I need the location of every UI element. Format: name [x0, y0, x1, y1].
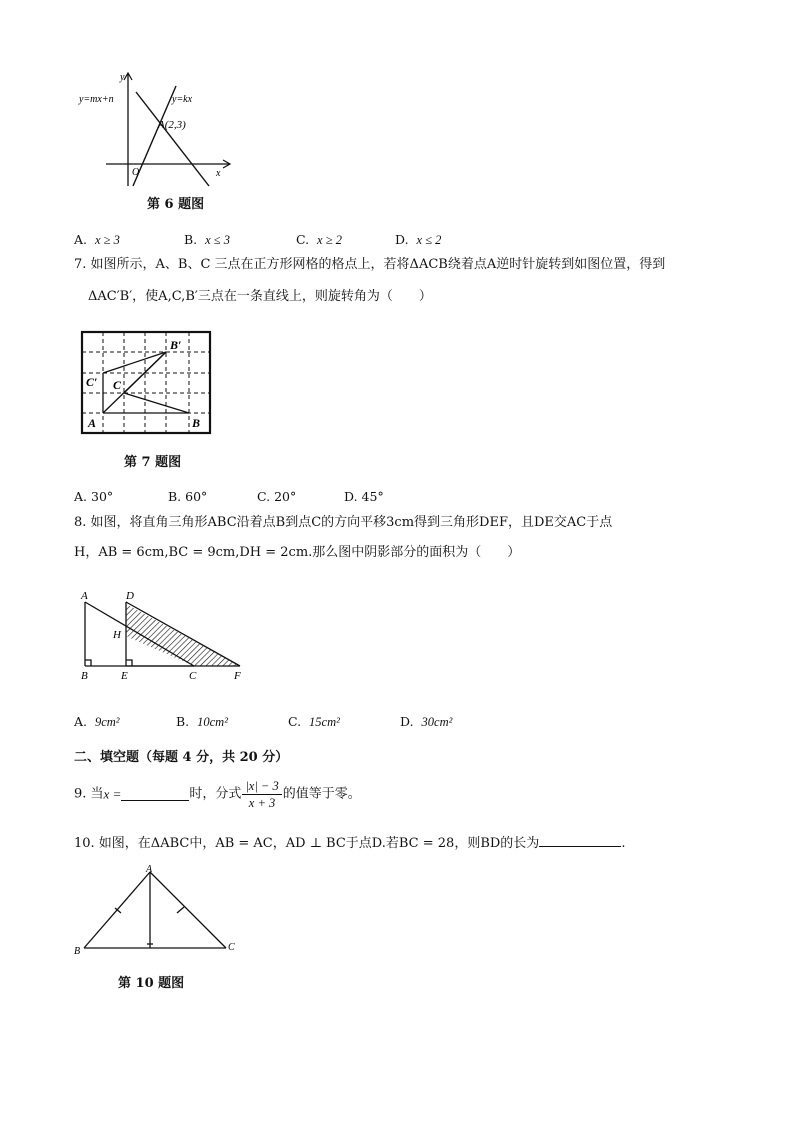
q7-label-c: C	[113, 378, 122, 392]
q10-stem: 10. 如图，在ΔABC中，AB = AC，AD ⊥ BC于点D.若BC = 28，则BD的长为 .	[74, 836, 626, 851]
q9-stem: 9. 当x = 时，分式 $\frac{|x| - 3}{x + 3}$ 的值等于零。	[74, 779, 361, 810]
q8-label-h: H	[113, 629, 121, 641]
q10-label-b: B	[74, 946, 81, 957]
q7-label-c-prime: C′	[86, 375, 98, 389]
q8-option-c[interactable]: C. 15cm²	[288, 714, 340, 729]
q6-caption: 第 6 题图	[147, 197, 205, 212]
q8-label-a: A	[81, 590, 88, 602]
q10-caption: 第 10 题图	[118, 976, 185, 991]
q6-graph	[76, 68, 236, 190]
line-mx-n	[136, 92, 209, 186]
q7-grid-figure	[80, 330, 214, 436]
label-kx: y=kx	[172, 94, 193, 105]
q9-answer-blank[interactable]	[121, 788, 189, 801]
q7-option-d[interactable]: D. 45°	[344, 489, 384, 504]
q9-fraction: $\frac{|x| - 3}{x + 3}$	[242, 778, 281, 811]
label-mx-n: y=mx+n	[79, 94, 114, 105]
q7-stem-line1: 7. 如图所示，A、B、C 三点在正方形网格的格点上，若将ΔACB绕着点A逆时针旋转到如图位置，得到	[74, 257, 666, 272]
q10-label-a: A	[146, 864, 153, 875]
q6-option-c[interactable]: C. x ≥ 2	[296, 232, 342, 247]
q8-label-f: F	[234, 670, 241, 682]
label-x: x	[216, 168, 221, 179]
q8-label-e: E	[121, 670, 128, 682]
q10-answer-blank[interactable]	[539, 834, 621, 847]
q10-triangle-figure	[72, 864, 244, 960]
q8-label-b: B	[81, 670, 88, 682]
q8-option-a[interactable]: A. 9cm²	[74, 714, 120, 729]
q6-option-a[interactable]: A. x ≥ 3	[74, 232, 120, 247]
q7-label-b: B	[192, 416, 201, 430]
q7-option-c[interactable]: C. 20°	[257, 489, 297, 504]
q7-option-a[interactable]: A. 30°	[74, 489, 114, 504]
q8-label-d: D	[126, 590, 134, 602]
q7-caption: 第 7 题图	[124, 455, 182, 470]
q8-label-c: C	[189, 670, 197, 682]
q7-stem-line2: ΔAC′B′，使A,C,B′三点在一条直线上，则旋转角为（ ）	[88, 289, 432, 304]
section-2-heading: 二、填空题（每题 4 分，共 20 分）	[74, 750, 289, 765]
q8-option-d[interactable]: D. 30cm²	[400, 714, 453, 729]
label-point-a: A(2,3)	[158, 119, 186, 131]
q8-stem-line2: H，AB = 6cm,BC = 9cm,DH = 2cm.那么图中阴影部分的面积为（ ）	[74, 545, 521, 560]
q8-option-b[interactable]: B. 10cm²	[176, 714, 228, 729]
q7-label-b-prime: B′	[170, 338, 182, 352]
label-origin: O	[132, 167, 140, 178]
label-y: y	[120, 72, 125, 83]
q10-label-c: C	[228, 942, 235, 953]
q8-stem-line1: 8. 如图，将直角三角形ABC沿着点B到点C的方向平移3cm得到三角形DEF，且DE交AC于点	[74, 515, 613, 530]
q7-label-a: A	[88, 416, 97, 430]
q7-option-b[interactable]: B. 60°	[168, 489, 208, 504]
q6-option-d[interactable]: D. x ≤ 2	[395, 232, 442, 247]
q6-option-b[interactable]: B. x ≤ 3	[184, 232, 231, 247]
q8-figure	[76, 586, 248, 682]
